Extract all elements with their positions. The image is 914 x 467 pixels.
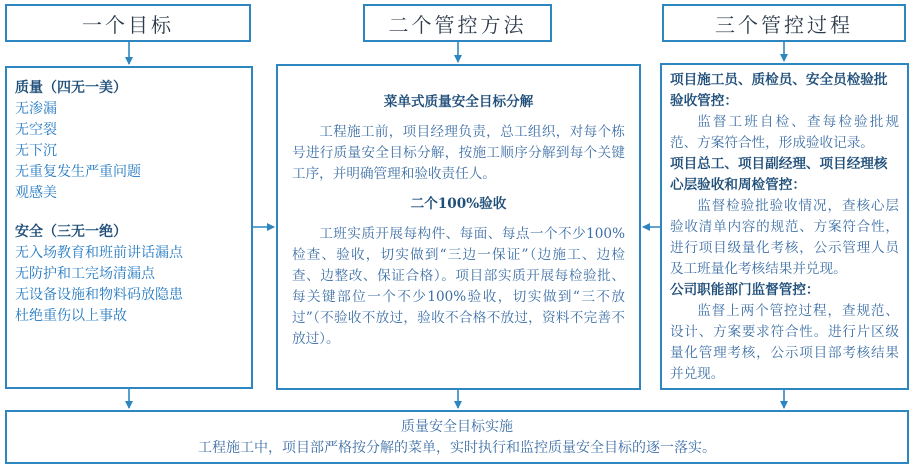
methods-box — [276, 64, 641, 390]
header-three-processes — [662, 4, 906, 42]
header-two-methods — [363, 4, 552, 42]
implementation-text: 工程施工中，项目部严格按分解的菜单，实时执行和监控质量安全目标的逐一落实。 — [198, 440, 716, 456]
method2-title: 二个100%验收 — [410, 196, 507, 212]
implementation-title: 质量安全目标实施 — [401, 419, 513, 435]
safety-item: 无防护和工完场清漏点 — [15, 266, 155, 282]
quality-item: 无下沉 — [15, 143, 57, 159]
header-two-methods-label: 二个管控方法 — [388, 12, 527, 37]
quality-item: 无渗漏 — [15, 101, 57, 117]
quality-item: 无重复发生严重问题 — [15, 164, 141, 180]
process3-title: 公司职能部门监督管控： — [670, 282, 820, 298]
process2-title: 项目总工、项目副经理、项目经理核心层验收和周检管控： — [670, 156, 888, 193]
safety-item: 无设备设施和物料码放隐患 — [15, 287, 183, 303]
header-three-processes-label: 三个管控过程 — [715, 12, 853, 37]
quality-item: 无空裂 — [15, 122, 57, 138]
process3-text: 监督上两个管控过程，查规范、设计、方案要求符合性。进行片区级量化管理考核，公示项目部考核结果并兑现。 — [670, 303, 899, 382]
method1-title: 菜单式质量安全目标分解 — [383, 94, 534, 110]
process1-text: 监督工班自检、查每检验批规范、方案符合性，形成验收记录。 — [670, 114, 899, 151]
quality-item: 观感美 — [15, 185, 57, 201]
quality-section — [15, 78, 243, 204]
process2-text: 监督检验批验收情况，查核心层验收清单内容的规范、方案符合性，进行项目级量化考核，公示管理人员及工班量化考核结果并兑现。 — [670, 198, 899, 277]
safety-item: 无入场教育和班前讲话漏点 — [15, 245, 183, 261]
header-one-goal-label: 一个目标 — [82, 12, 174, 37]
safety-item: 杜绝重伤以上事故 — [15, 308, 127, 324]
header-one-goal — [5, 4, 251, 42]
processes-box — [660, 63, 909, 390]
implementation-box — [5, 410, 909, 464]
process1-title: 项目施工员、质检员、安全员检验批验收管控： — [670, 72, 888, 109]
quality-title: 质量（四无一美） — [15, 80, 127, 96]
safety-title: 安全（三无一绝） — [15, 224, 127, 240]
method1-text: 工程施工前，项目经理负责，总工组织，对每个栋号进行质量安全目标分解，按施工顺序分解到每个关键工序，并明确管理和验收责任人。 — [292, 124, 625, 182]
goal-box — [5, 66, 253, 389]
safety-section — [15, 222, 243, 327]
method2-text: 工班实质开展每构件、每面、每点一个不少100%检查、验收，切实做到“三边一保证”（边施工、边检查、边整改、保证合格）。项目部实质开展每检验批、每关键部位一个不少100%验收，切实做到“三不放过”（不验收不放过，验收不合格不放过，资料不完善不放过）。 — [292, 226, 625, 347]
